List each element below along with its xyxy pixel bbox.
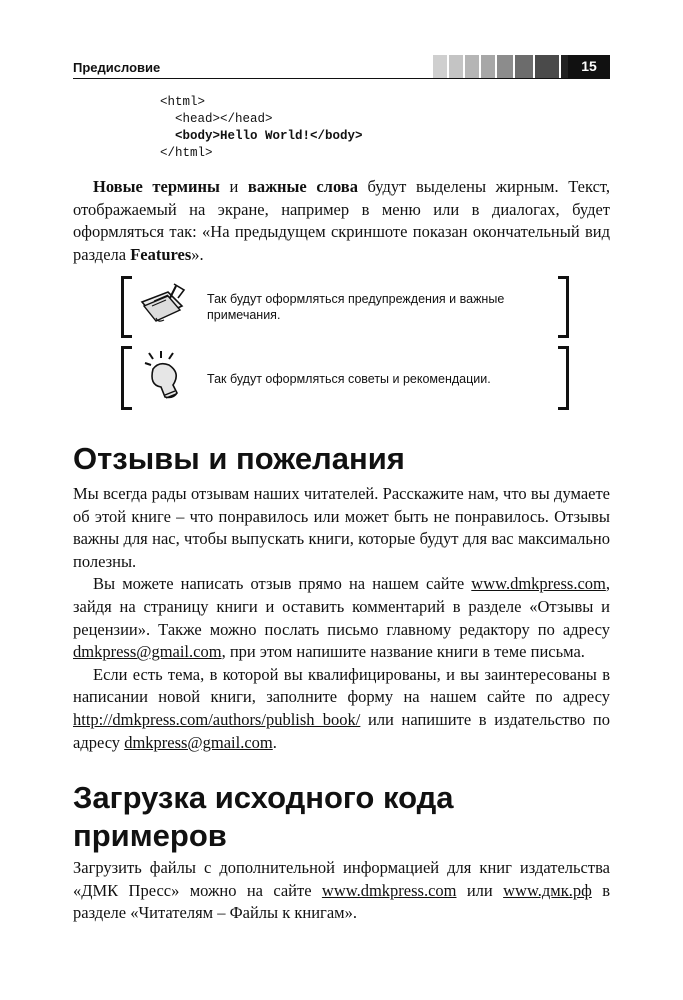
header-bar (465, 55, 479, 78)
paragraph: Мы всегда рады отзывам наших читателей. Расскажите нам, что вы думаете об этой книге – что понравилось или может быть не понравилось. Отзывы важны для нас, чтобы выпускать книги, которые будут для вас максимально полезны. (73, 484, 610, 571)
email-link[interactable]: dmkpress@gmail.com (73, 642, 222, 662)
code-line: <html> (160, 95, 206, 109)
bold-term: Новые термины (93, 177, 220, 196)
conventions-paragraph (73, 176, 610, 266)
running-header-title: Предисловие (73, 60, 161, 75)
warning-note-icon (138, 280, 190, 329)
header-bar (535, 55, 559, 78)
conventions-text: Новые термины и важные слова будут выделены жирным. Текст, отображаемый на экране, например в меню или в диалогах, будет оформляться так: «На предыдущем скриншоте показан окончательный вид раздела Features». (73, 177, 610, 264)
website-link[interactable]: www.dmkpress.com (471, 574, 606, 594)
publish-form-link[interactable]: http://dmkpress.com/authors/publish_book/ (73, 709, 361, 729)
note-bracket-right (558, 276, 569, 338)
tip-note-text: Так будут оформляться советы и рекомендации. (207, 372, 491, 386)
bold-term: важные слова (247, 177, 358, 196)
paragraph: Загрузить файлы с дополнительной информацией для книг издательства «ДМК Пресс» можно на сайте www.dmkpress.com или www.дмк.рф в разделе «Читателям – Файлы к книгам». (73, 858, 610, 923)
lightbulb-icon (143, 349, 185, 408)
website-link[interactable]: www.dmkpress.com (321, 880, 457, 900)
website-link-rf[interactable]: www.дмк.рф (503, 880, 592, 900)
header-bar (481, 55, 495, 78)
code-line: </html> (160, 146, 213, 160)
email-link[interactable]: dmkpress@gmail.com (124, 732, 273, 752)
bold-term: Features (130, 244, 192, 264)
download-section-text (73, 857, 610, 925)
tip-bracket-right (558, 346, 569, 410)
section-heading-feedback: Отзывы и пожелания (73, 441, 405, 476)
code-line: <head></head> (160, 112, 273, 126)
section-heading-download: Загрузка исходного кода примеров (73, 780, 454, 853)
code-line: <body>Hello World!</body> (160, 129, 363, 143)
page-number: 15 (568, 55, 610, 78)
paragraph: Если есть тема, в которой вы квалифицированы, и вы заинтересованы в написании новой книги, заполните форму на нашем сайте по адресу http://dmkpress.com/authors/publish_book/ или напишите в издательство по адресу dmkpress@gmail.com. (73, 664, 610, 752)
feedback-section-text (73, 483, 610, 754)
header-rule (73, 78, 610, 79)
tip-bracket-left (121, 346, 132, 410)
paragraph: Вы можете написать отзыв прямо на нашем сайте www.dmkpress.com, зайдя на страницу книги и оставить комментарий в разделе «Отзывы и рецензии». Также можно послать письмо главному редактору по адресу dmkpress@gmail.com, при этом напишите название книги в теме письма. (73, 574, 610, 662)
header-bar (433, 55, 447, 78)
code-example (160, 94, 363, 162)
header-bar (497, 55, 513, 78)
header-bar (449, 55, 463, 78)
header-bar (515, 55, 533, 78)
warning-note-text: Так будут оформляться предупреждения и важные примечания. (207, 292, 505, 322)
note-bracket-left (121, 276, 132, 338)
